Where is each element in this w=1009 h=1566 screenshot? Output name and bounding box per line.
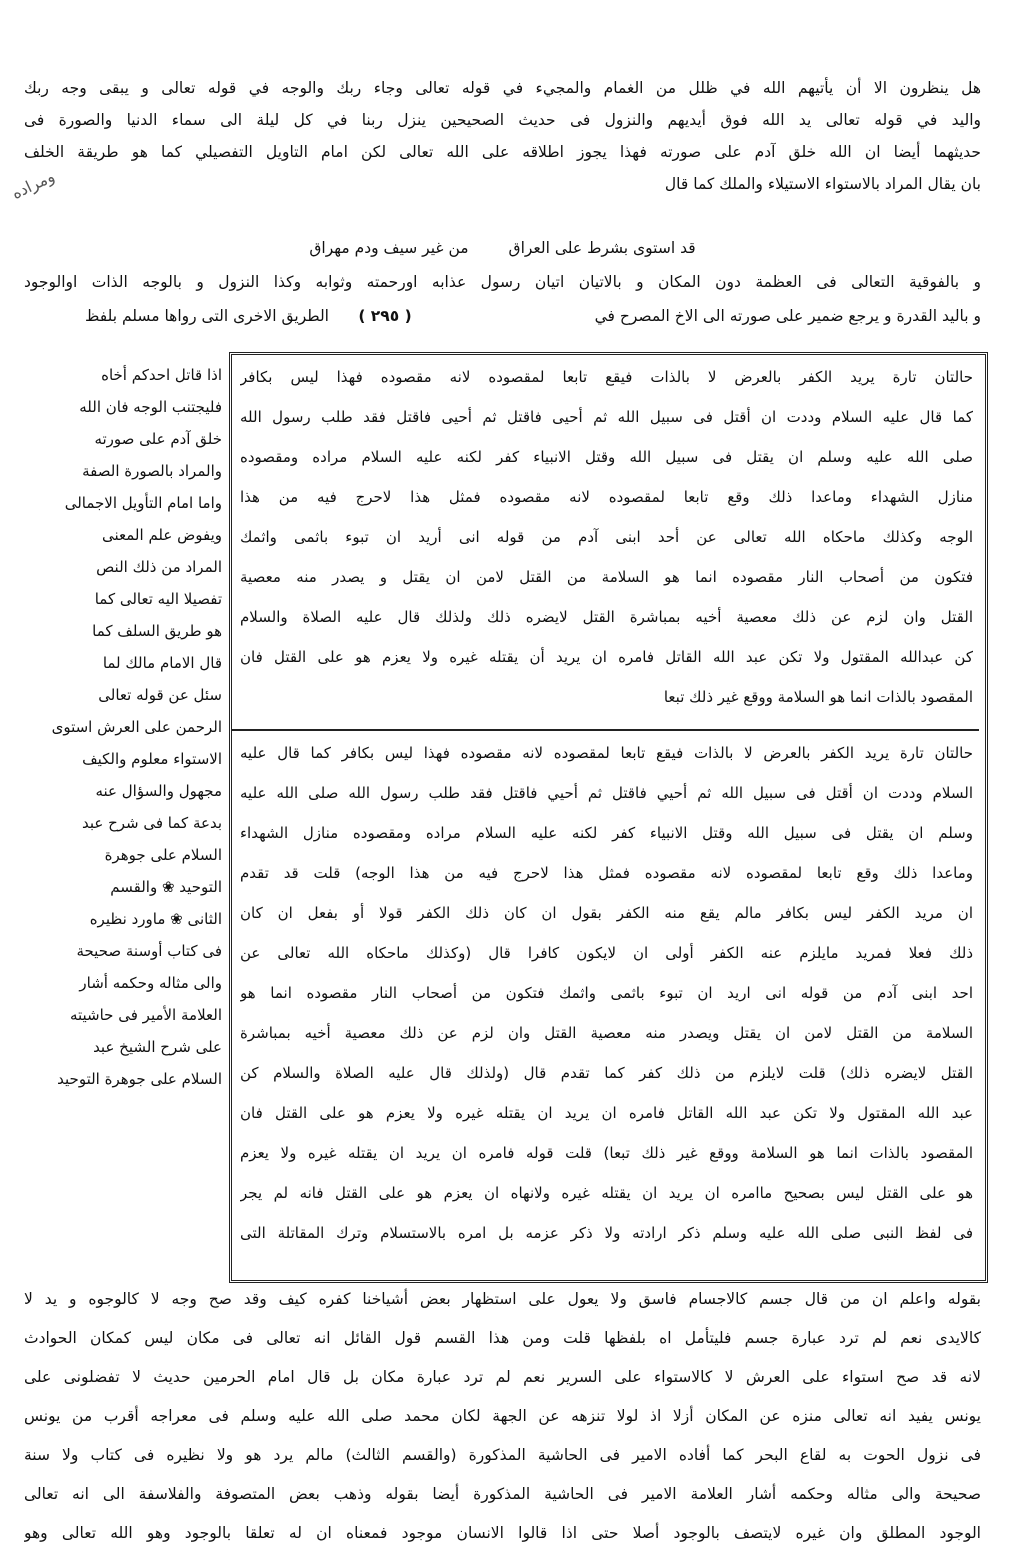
text-line: المقصود بالذات انما هو السلامة ووقع غير ذلك تبعا) قلت قوله فامره ان يريد ان يقتله غيره ولا يعزم xyxy=(240,1144,973,1162)
text-line: كن عبدالله المقتول ولا تكن عبد الله القاتل فامره ان يريد أن يقتله غيره ولا يعزم هو على القتل فان xyxy=(240,648,973,666)
side-line: على شرح الشيخ عبد xyxy=(93,1038,222,1056)
text-line: فتكون من أصحاب النار مقصوده انما هو السلامة من القتل لامن ان يقتل و يصدر منه معصية xyxy=(240,568,973,586)
text-line: يونس يفيد انه تعالى منزه عن المكان أزلا اذ لولا تنزهه عن الجهة لكان محمد صلى الله عليه وسلم فى معراجه أقرب من يونس xyxy=(24,1407,981,1425)
text-line: عبد الله المقتول ولا تكن عبد الله القاتل فامره ان يريد ان يقتله غيره ولا يعزم هو على القتل فان xyxy=(240,1104,973,1122)
text-line: ان مريد الكفر ليس بكافر مالم يقع منه الكفر بقول ان كان ذلك الكفر قولا أو بفعل ان كان xyxy=(240,904,973,922)
text-line: القتل وان لزم عن ذلك معصية أخيه بمباشرة القتل لايضره ذلك ولذلك قال عليه الصلاة والسلام xyxy=(240,608,973,626)
side-line: الرحمن على العرش استوى xyxy=(51,718,222,736)
text-line: و باليد القدرة و يرجع ضمير على صورته الى الاخ المصرح في xyxy=(594,307,981,325)
side-line: فى كتاب أوسنة صحيحة xyxy=(76,942,222,960)
text-line: الوجود المطلق وان غيره لايتصف بالوجود أصلا حتى اذا قالوا الانسان موجود فمعناه ان له تعلقا بالوجود وهو الله تعالى وهو xyxy=(24,1524,981,1542)
side-line: السلام على جوهرة التوحيد xyxy=(57,1070,222,1088)
side-line: ويفوض علم المعنى xyxy=(102,526,222,544)
side-line: والمراد بالصورة الصفة xyxy=(82,462,222,480)
text-line: ذلك فعلا فمريد مايلزم عنه الكفر أولى ان لايكون كافرا قال (وكذلك ماحكاه الله تعالى عن xyxy=(240,944,973,962)
page-number: ( ٢٩٥ ) xyxy=(358,307,412,325)
text-line: واليد في قوله تعالى يد الله فوق أيديهم والنزول فى حديث الصحيحين ينزل ربنا في كل ليلة الى سماء الدنيا والصورة فى xyxy=(24,111,981,129)
text-line: هو على القتل ليس بصحيح ماامره ان يريد ان يقتله غيره ولانهاه ان يعزم هو على القتل فانه لم يجر xyxy=(240,1184,973,1202)
side-line: قال الامام مالك لما xyxy=(102,654,222,672)
text-line: فى نزول الحوت به لقاع البحر كما أفاده الامير فى الحاشية المذكورة (والقسم الثالث) مالم يرد هو ولا نظيره فى كتاب ولا سنة xyxy=(24,1446,981,1464)
text-line: بان يقال المراد بالاستواء الاستيلاء والملك كما قال xyxy=(664,175,981,193)
text-line: هل ينظرون الا أن يأتيهم الله في ظلل من الغمام والمجيء في قوله تعالى وجاء ربك والوجه في قوله تعالى و يبقى وجه ربك xyxy=(24,79,981,97)
text-line: صحيحة والى مثاله وحكمه أشار العلامة الامير فى الحاشية المذكورة أيضا بقوله وذهب بعض المتصوفة والفلاسفة الى انه تعالى xyxy=(24,1485,981,1503)
side-line: الثانى ❀ ماورد نظيره xyxy=(89,910,222,928)
text-line: كالايدى نعم لم ترد عبارة جسم فليتأمل اه بلفظها قلت ومن هذا القسم قول القائل انه تعالى فى مكان ليس كمكان الحوادث xyxy=(24,1329,981,1347)
text-line: و بالفوقية التعالى فى العظمة دون المكان و بالاتيان اتيان رسول عذابه اورحمته وثوابه وكذا النزول و بالوجه الذات اوالوجود xyxy=(24,273,981,291)
side-line: فليجتنب الوجه فان الله xyxy=(79,398,222,416)
text-line: كما قال عليه السلام وددت ان أقتل فى سبيل الله ثم أحيى فاقتل ثم أحيى فاقتل فقد طلب رسول الله xyxy=(240,408,973,426)
text-line: الوجه وكذلك ماحكاه الله تعالى عن أحد ابنى آدم من قوله انى أريد ان تبوء باثمى واثمك xyxy=(240,528,973,546)
text-line: وماعدا ذلك وقع تابعا لمقصوده لانه مقصوده فمثل هذا لاحرج فيه من هذا الوجه) قلت قد تقدم xyxy=(240,864,973,882)
side-line: خلق آدم على صورته xyxy=(94,430,222,448)
text-line: السلامة من القتل لامن ان يقتل ويصدر منه معصية القتل وان لزم عن ذلك معصية أخيه بمباشرة xyxy=(240,1024,973,1042)
text-line: حالتان تارة يريد الكفر بالعرض لا بالذات فيقع تابعا لمقصوده لانه مقصوده فهذا ليس بكافر xyxy=(240,368,973,386)
text-line: بقوله واعلم ان من قال جسم كالاجسام فاسق ولا يعول على استظهار بعض أشياخنا كفره كيف وقد صح وجه لا كالوجوه و يد لا xyxy=(24,1290,981,1308)
box-divider xyxy=(232,729,979,731)
text-line: لانه قد صح استواء على العرش لا كالاستواء على السرير نعم لم ترد عبارة مكان بل قال امام الحرمين حديث لا تفضلونى على xyxy=(24,1368,981,1386)
side-line: بدعة كما فى شرح عبد xyxy=(81,814,222,832)
side-line: العلامة الأمير فى حاشيته xyxy=(69,1006,222,1024)
marginal-handwritten-note: ومراده xyxy=(8,166,58,203)
verse-second-hemistich: من غير سيف ودم مهراق xyxy=(309,239,469,257)
side-line: المراد من ذلك النص xyxy=(96,558,222,576)
side-line: اذا قاتل احدكم أخاه xyxy=(101,366,222,384)
text-line: وسلم ان يقتل فى سبيل الله وقتل الانبياء كفر لكنه عليه السلام مراده ومقصوده منازل الشهداء xyxy=(240,824,973,842)
text-line: منازل الشهداء وماعدا ذلك وقع تابعا لمقصوده لانه مقصوده فمثل هذا لاحرج فيه من هذا xyxy=(240,488,973,506)
side-line: السلام على جوهرة xyxy=(104,846,222,864)
text-line: صلى الله عليه وسلم ان يقتل فى سبيل الله وقتل الانبياء كفر لكنه عليه السلام مراده ومقصوده xyxy=(240,448,973,466)
side-line: التوحيد ❀ والقسم xyxy=(110,878,222,896)
side-line: تفصيلا اليه تعالى كما xyxy=(94,590,222,608)
text-line: القتل لايضره ذلك) قلت لايلزم من ذلك كفر كما تقدم قال (ولذلك قال عليه الصلاة والسلام كن xyxy=(240,1064,973,1082)
side-line: سئل عن قوله تعالى xyxy=(98,686,222,704)
side-line: هو طريق السلف كما xyxy=(92,622,222,640)
text-line: فى لفظ النبى صلى الله عليه وسلم ذكر ارادته ولا ذكر عزمه بل امره بالاستسلام وترك المقاتلة التى xyxy=(240,1224,973,1242)
text-line: المقصود بالذات انما هو السلامة ووقع غير ذلك تبعا xyxy=(663,688,973,706)
text-line: احد ابنى آدم من قوله انى اريد ان تبوء باثمى واثمك فتكون من أصحاب النار مقصوده انما هو xyxy=(240,984,973,1002)
poetry-verse xyxy=(24,232,981,264)
side-line: والى مثاله وحكمه أشار xyxy=(79,974,222,992)
side-line: الاستواء معلوم والكيف xyxy=(82,750,222,768)
text-line: الطريق الاخرى التى رواها مسلم بلفظ xyxy=(85,307,329,325)
side-line: مجهول والسؤال عنه xyxy=(95,782,222,800)
text-line: حالتان تارة يريد الكفر بالعرض لا بالذات فيقع تابعا لمقصوده لانه مقصوده فهذا ليس بكافر كما قال عليه xyxy=(240,744,973,762)
verse-first-hemistich: قد استوى بشرط على العراق xyxy=(508,239,696,257)
text-line: حديثهما أيضا ان الله خلق آدم على صورته فهذا يجوز اطلاقه على الله تعالى لكن امام التاويل التفصيلي كما هو طريقة الخلف xyxy=(24,143,981,161)
text-line: السلام وددت ان أقتل فى سبيل الله ثم أحيي فاقتل ثم أحيي فاقتل فقد طلب رسول الله صلى الله عليه xyxy=(240,784,973,802)
side-line: واما امام التأويل الاجمالى xyxy=(64,494,222,512)
